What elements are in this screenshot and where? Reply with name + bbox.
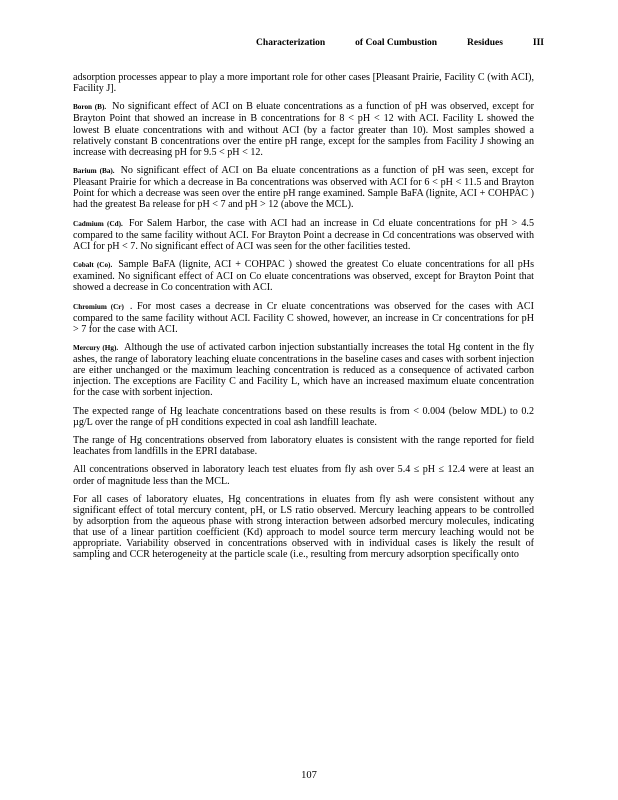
paragraph-text: No significant effect of ACI on B eluate concentrations as a function of pH was observed, except for Brayton Point that showed an increase in B concentrations for 8 < pH < 12 with ACI. Facility L showed the lowest B eluate concentrations with and without ACI (by a factor greater than 10). Most samples showed a relatively constant B concentrations over the entire pH range, except for the samples from Facility J showing an increase with decreasing pH for 9.5 < pH < 12. <box>73 101 534 158</box>
paragraph <box>73 494 534 561</box>
header-subtitle: of Coal Cumbustion <box>355 38 437 48</box>
paragraph-text: Sample BaFA (lignite, ACI + COHPAC ) showed the greatest Co eluate concentrations for all pHs examined. No significant effect of ACI on Co eluate concentrations was observed, except for Brayton Point that showed a decrease in Co concentration with ACI. <box>73 259 535 294</box>
paragraph-text: Although the use of activated carbon injection substantially increases the total Hg content in the fly ashes, the range of laboratory leaching eluate concentrations in the baseline cases and cases with sorbent injection are either unchanged or the maximum leaching concentration is reduced as a consequence of activated carbon injection. The exceptions are Facility C and Facility L, which have an increased maximum eluate concentration for the case with sorbent injection. <box>73 342 534 399</box>
runin-heading: Cadmium (Cd). <box>73 219 123 228</box>
header-volume: III <box>532 38 544 48</box>
runin-heading: Boron (B). <box>73 103 107 112</box>
paragraph-cadmium <box>73 218 534 252</box>
paragraph-chromium <box>73 301 534 335</box>
paragraph <box>73 435 534 457</box>
paragraph-mercury <box>73 342 534 398</box>
paragraph-text: The range of Hg concentrations observed from laboratory eluates is consistent with the range reported for field leachates from landfills in the EPRI database. <box>73 435 534 458</box>
runin-heading: Barium (Ba). <box>73 167 115 176</box>
paragraph-text: The expected range of Hg leachate concentrations based on these results is from < 0.004 (below MDL) to 0.2 µg/L over the range of pH conditions expected in coal ash landfill leachate. <box>73 405 534 428</box>
header-title: Characterization <box>256 38 326 48</box>
paragraph-cobalt <box>73 259 534 293</box>
body-text <box>73 72 534 568</box>
paragraph-text: For Salem Harbor, the case with ACI had an increase in Cd eluate concentrations for pH > 4.5 compared to the same facility without ACI. For Brayton Point a decrease in Cd concentrations was observed with ACI for pH < 7. No significant effect of ACI was seen for the other facilities tested. <box>73 217 534 252</box>
runin-heading: Chromium (Cr) <box>73 302 124 311</box>
paragraph-text: All concentrations observed in laboratory leach test eluates from fly ash over 5.4 ≤ pH ≤ 12.4 were at least an order of magnitude less than the MCL. <box>73 464 534 487</box>
runin-heading: Cobalt (Co). <box>73 261 113 270</box>
paragraph-text: . For most cases a decrease in Cr eluate concentrations was observed for the cases with ACI compared to the same facility without ACI. Facility C showed, however, an increase in Cr concentrations for pH > 7 for the case with ACI. <box>73 300 534 335</box>
paragraph-text: For all cases of laboratory eluates, Hg concentrations in eluates from fly ash were consistent without any significant effect of total mercury content, pH, or LS ratio observed. Mercury leaching appears to be controlled by adsorption from the aqueous phase with strong interaction between adsorbed mercury molecules, indicating that use of a linear partition coefficient (Kd) approach to model source term mercury leaching would not be appropriate. Variability observed in concentrations observed with in individual cases is likely the result of sampling and CCR heterogeneity at the particle scale (i.e., resulting from mercury adsorption specifically onto <box>73 493 534 561</box>
paragraph-boron <box>73 101 534 157</box>
paragraph-barium <box>73 165 534 210</box>
header-part: Residues <box>467 38 503 48</box>
page-number: 107 <box>301 770 317 781</box>
runin-heading: Mercury (Hg). <box>73 344 119 352</box>
paragraph-text: No significant effect of ACI on Ba eluate concentrations as a function of pH was seen, except for Pleasant Prairie for which a decrease in Ba concentrations was observed with ACI for 6 < pH < 11.5 and Brayton Point for which a decrease was seen over the entire pH range examined. Sample BaFA (lignite, ACI + COHPAC ) had the greatest Ba release for pH < 7 and pH > 12 (above the MCL). <box>73 165 535 211</box>
paragraph <box>73 406 534 428</box>
paragraph <box>73 72 534 94</box>
paragraph-text: adsorption processes appear to play a more important role for other cases [Pleasant Prairie, Facility C (with ACI), Facility J]. <box>73 72 534 95</box>
paragraph <box>73 464 534 486</box>
running-header <box>256 38 544 48</box>
